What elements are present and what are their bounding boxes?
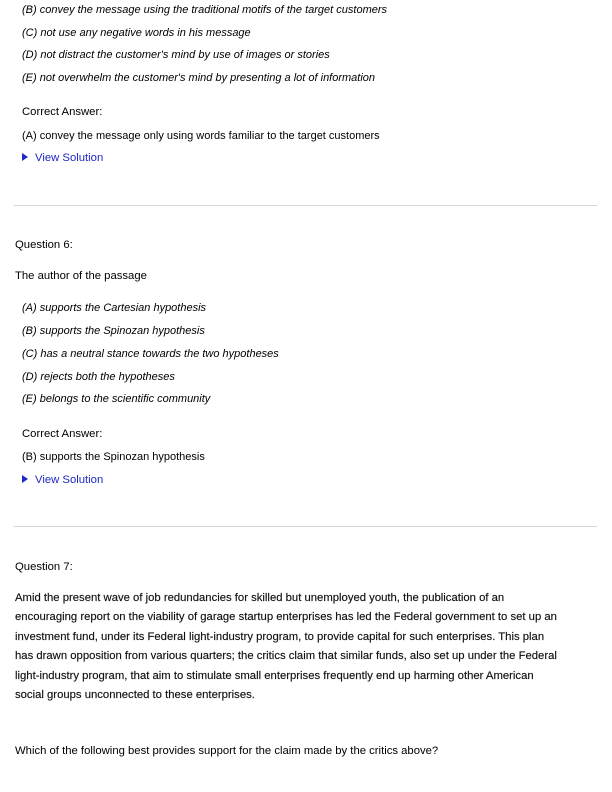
q5-option-c: (C) not use any negative words in his message	[22, 27, 251, 39]
q6-option-d: (D) rejects both the hypotheses	[22, 371, 175, 383]
q6-view-solution-label: View Solution	[35, 474, 104, 486]
q7-question: Which of the following best provides support for the claim made by the critics above?	[15, 745, 439, 757]
q6-option-e: (E) belongs to the scientific community	[22, 393, 211, 405]
q6-stem: The author of the passage	[15, 270, 147, 282]
passage-line: light-industry program, that aim to stimulate small enterprises frequently end up harming other American	[15, 669, 534, 682]
play-triangle-icon	[22, 153, 28, 161]
q7-heading: Question 7:	[15, 561, 73, 573]
q6-heading: Question 6:	[15, 239, 73, 251]
q5-correct-answer-label: Correct Answer:	[22, 106, 103, 118]
q6-correct-answer-label: Correct Answer:	[22, 428, 103, 440]
q6-option-c: (C) has a neutral stance towards the two hypotheses	[22, 348, 279, 360]
passage-line: investment fund, under its Federal light-industry program, to provide capital for such enterprises. This plan	[15, 630, 545, 643]
q6-correct-answer: (B) supports the Spinozan hypothesis	[22, 451, 205, 463]
passage-line: has drawn opposition from various quarters; the critics claim that similar funds, also set up under the Federal	[15, 650, 557, 663]
q5-correct-answer: (A) convey the message only using words familiar to the target customers	[22, 130, 380, 142]
divider	[14, 526, 597, 527]
q5-view-solution-link[interactable]	[22, 152, 103, 165]
play-triangle-icon	[22, 475, 28, 483]
q5-view-solution-label: View Solution	[35, 152, 104, 164]
q5-option-e: (E) not overwhelm the customer's mind by presenting a lot of information	[22, 72, 376, 84]
passage-line: Amid the present wave of job redundancies for skilled but unemployed youth, the publication of an	[15, 592, 505, 604]
q6-option-a: (A) supports the Cartesian hypothesis	[22, 302, 207, 314]
q5-option-d: (D) not distract the customer's mind by use of images or stories	[22, 49, 330, 61]
passage-line: social groups unconnected to these enterprises.	[15, 689, 255, 702]
q6-view-solution-link[interactable]	[22, 474, 103, 487]
q5-option-b: (B) convey the message using the traditional motifs of the target customers	[22, 4, 388, 16]
divider	[14, 205, 597, 206]
q6-option-b: (B) supports the Spinozan hypothesis	[22, 325, 205, 337]
q7-passage	[15, 589, 600, 705]
passage-line: encouraging report on the viability of garage startup enterprises has led the Federal government to set up an	[15, 611, 557, 624]
